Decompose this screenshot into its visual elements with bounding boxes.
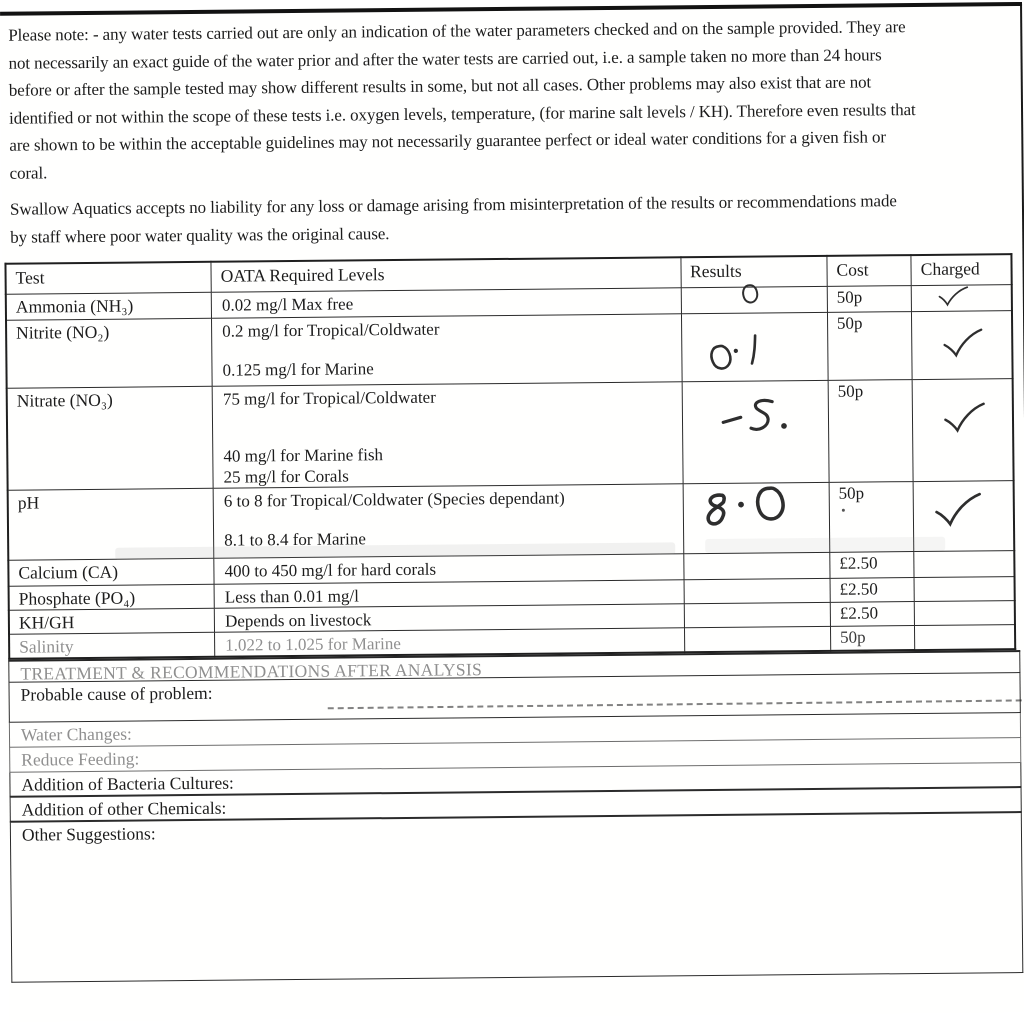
treatment-row-label: Water Changes: [20, 723, 132, 745]
cost-cell: 50p [827, 286, 911, 313]
level-line: Less than 0.01 mg/l [224, 586, 359, 607]
text-line: before or after the sample tested may show different results in some, but not all cases. Other problems may also exist that are not [8, 72, 872, 100]
text-line: are shown to be within the acceptable guidelines may not necessarily guarantee perfect or ideal water conditions for a given fish or [9, 127, 887, 155]
text-line: coral. [9, 162, 48, 183]
text-line: Swallow Aquatics accepts no liability for any loss or damage arising from misinterpretation of the results or recommendations made [9, 191, 897, 219]
charged-tick-cell [912, 379, 1013, 482]
handwritten-result-cell [681, 286, 828, 313]
level-line: 400 to 450 mg/l for hard corals [224, 559, 437, 581]
handwritten-result [736, 280, 762, 309]
col-header-charged: Charged [911, 254, 1012, 285]
cost-cell: 50p [828, 380, 913, 483]
charged-tick-cell [911, 285, 1012, 312]
text-line: identified or not within the scope of these tests i.e. oxygen levels, temperature, (for marine salt levels / KH). Therefore even results that [8, 99, 916, 128]
col-header-results: Results [680, 256, 827, 288]
scanned-form-page [0, 2, 1024, 1022]
handwritten-result [714, 393, 796, 444]
handwritten-result-cell [683, 482, 830, 553]
cost-cell: £2.50 [830, 602, 914, 627]
handwritten-result-cell [681, 312, 828, 381]
cost-cell: 50p [830, 626, 914, 651]
level-line: 0.02 mg/l Max free [221, 294, 354, 315]
test-name-cell: Calcium (CA) [8, 558, 214, 586]
cost-cell: £2.50 [830, 552, 914, 579]
test-name-cell: Phosphate (PO₄) [9, 584, 215, 610]
required-levels-cell [215, 628, 685, 657]
treatment-row-label: Addition of other Chemicals: [21, 797, 227, 820]
charged-tick-cell [912, 311, 1013, 380]
charged-tick-cell [913, 481, 1014, 552]
charged-tick [934, 491, 983, 528]
required-levels-cell [212, 314, 682, 387]
required-levels-cell [212, 382, 682, 489]
handwritten-result-cell [683, 552, 830, 579]
scan-smudge-line [328, 699, 1022, 709]
col-header-test: Test [5, 262, 211, 294]
treatment-row-label: Probable cause of problem: [20, 682, 213, 705]
treatment-row-label: Other Suggestions: [21, 823, 156, 845]
level-line: 8.1 to 8.4 for Marine [224, 529, 366, 550]
cost-cell: 50p [827, 312, 912, 381]
test-name-cell: Ammonia (NH₃) [6, 292, 212, 320]
test-name-cell: Salinity [9, 632, 215, 658]
treatment-row [10, 813, 1023, 983]
charged-tick-cell [915, 625, 1016, 650]
handwritten-result-cell [684, 602, 831, 627]
level-line: 25 mg/l for Corals [223, 466, 349, 487]
handwritten-result-cell [682, 380, 829, 483]
treatment-section [8, 650, 1023, 983]
treatment-row-label: Reduce Feeding: [21, 748, 140, 770]
handwritten-result [700, 331, 766, 380]
stray-pen-dot [842, 509, 845, 512]
charged-tick [937, 284, 969, 309]
text-line: by staff where poor water quality was the original cause. [10, 223, 390, 247]
level-line: 0.2 mg/l for Tropical/Coldwater [222, 319, 440, 341]
liability-paragraph [10, 186, 1020, 251]
level-line: 6 to 8 for Tropical/Coldwater (Species dependant) [223, 488, 565, 511]
col-header-levels: OATA Required Levels [211, 257, 681, 292]
water-test-table [4, 253, 1016, 660]
test-name-cell: Nitrite (NO₂) [6, 318, 212, 388]
col-header-cost: Cost [827, 255, 912, 286]
handwritten-result [692, 479, 792, 540]
test-name-cell: pH [8, 488, 214, 560]
charged-tick [943, 401, 986, 434]
charged-tick [942, 327, 984, 358]
handwritten-result-cell [684, 626, 831, 652]
charged-tick-cell [914, 601, 1015, 626]
level-line: Depends on livestock [224, 610, 372, 631]
level-line: 0.125 mg/l for Marine [222, 359, 374, 380]
test-table-row [7, 379, 1014, 491]
level-line: 1.022 to 1.025 for Marine [225, 633, 401, 655]
disclaimer-paragraph [8, 12, 1020, 187]
required-levels-cell [213, 484, 683, 559]
cost-cell: £2.50 [830, 578, 914, 603]
level-line: 75 mg/l for Tropical/Coldwater [222, 387, 436, 409]
handwritten-result-cell [684, 578, 831, 603]
text-line: not necessarily an exact guide of the water prior and after the water tests are carried out, i.e. a sample taken no more than 24 hours [8, 44, 882, 73]
charged-tick-cell [914, 551, 1015, 578]
test-table-row [8, 481, 1015, 561]
test-name-cell: Nitrate (NO₃) [7, 386, 214, 490]
text-line: Please note: - any water tests carried out are only an indication of the water parameters checked and on the sample provided. They are [8, 17, 906, 45]
charged-tick-cell [914, 577, 1015, 602]
cost-cell: 50p [829, 482, 914, 553]
level-line: 40 mg/l for Marine fish [223, 445, 384, 466]
test-table-row [6, 311, 1013, 389]
treatment-row-label: Addition of Bacteria Cultures: [21, 772, 234, 795]
test-name-cell: KH/GH [9, 608, 215, 634]
treatment-section-header: TREATMENT & RECOMMENDATIONS AFTER ANALYSIS [8, 650, 1020, 683]
